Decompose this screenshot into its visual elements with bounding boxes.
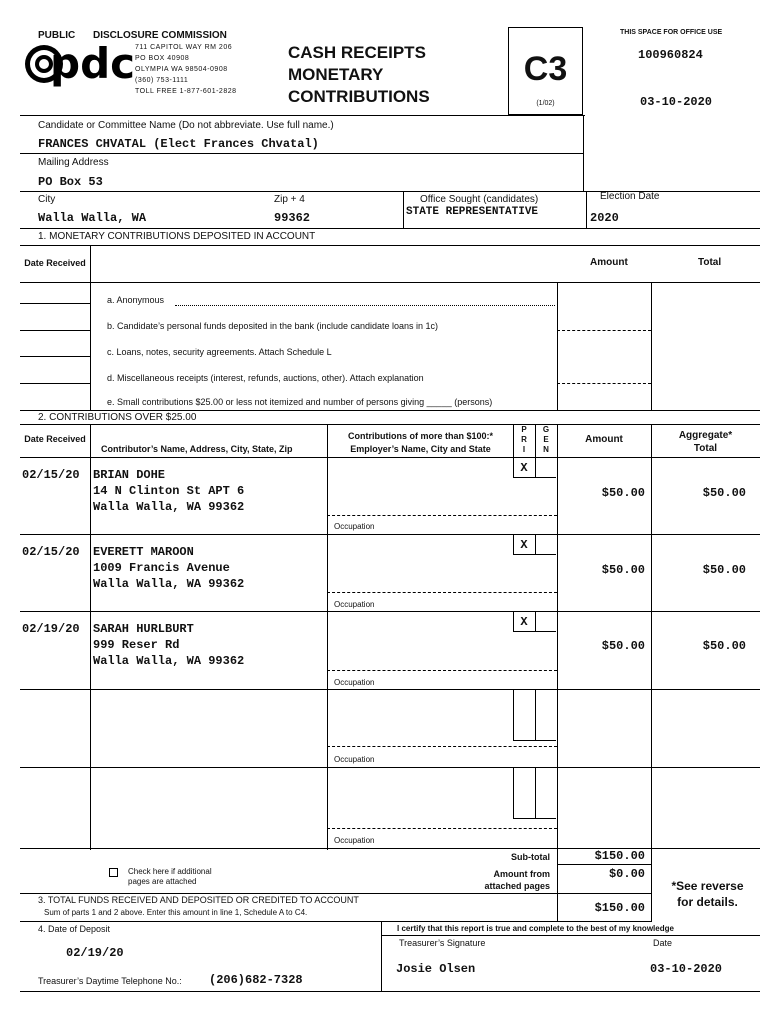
sign-date-label: Date [653,938,673,948]
treasurer-phone: (206)682-7328 [209,973,303,987]
row-date: 02/19/20 [22,622,80,636]
subtotal-value: $150.00 [594,849,645,863]
s2-gen-header: G E N [542,425,550,454]
office-date: 03-10-2020 [640,95,713,109]
row-amount: $50.00 [601,486,645,500]
zip-label: Zip + 4 [274,194,305,205]
section2-heading: 2. CONTRIBUTIONS OVER $25.00 [38,412,197,423]
pri-box [513,690,536,741]
additional-pages-label: Check here if additional pages are attached [128,867,212,886]
s1-line-e: e. Small contributions $25.00 or less not itemized and number of persons giving _____ (persons) [107,397,493,407]
mailing-address-label: Mailing Address [38,157,109,168]
row-contributor: SARAH HURLBURT 999 Reser Rd Walla Walla, WA 99362 [93,622,245,668]
gen-box [535,768,556,819]
occupation-label: Occupation [334,522,375,531]
logo-wordmark: pdc [50,40,134,88]
phone-label: Treasurer’s Daytime Telephone No.: [38,976,182,986]
s1-amount-header: Amount [590,257,628,268]
section3-heading: 3. TOTAL FUNDS RECEIVED AND DEPOSITED OR CREDITED TO ACCOUNT [38,895,359,905]
s1-line-b: b. Candidate’s personal funds deposited in the bank (include candidate loans in 1c) [107,321,439,331]
election-date: 2020 [590,211,619,225]
s1-date-header: Date Received [24,258,86,268]
election-date-label: Election Date [600,191,660,202]
s2-pri-header: P R I [521,425,527,454]
section3-total: $150.00 [594,901,645,915]
occupation-label: Occupation [334,836,375,845]
treasurer-signature: Josie Olsen [396,962,476,976]
pdc-logo [22,40,134,90]
attached-label: Amount from attached pages [484,869,550,891]
s2-aggregate-header: Aggregate* Total [678,430,733,454]
row-amount: $50.00 [601,639,645,653]
gen-box [535,458,556,478]
office-id: 100960824 [638,48,703,62]
gen-box [535,535,556,555]
row-aggregate: $50.00 [702,639,746,653]
row-aggregate: $50.00 [702,486,746,500]
row-contributor: EVERETT MAROON 1009 Francis Avenue Walla Walla, WA 99362 [93,545,245,591]
sign-date: 03-10-2020 [650,962,723,976]
deposit-date-label: 4. Date of Deposit [38,924,111,934]
certify-text: I certify that this report is true and complete to the best of my knowledge [397,924,674,933]
attached-value: $0.00 [608,867,645,881]
s2-amount-header: Amount [585,434,623,445]
occupation-label: Occupation [334,678,375,687]
office-use-label: THIS SPACE FOR OFFICE USE [620,29,723,36]
row-amount: $50.00 [601,563,645,577]
city-label: City [38,194,56,205]
form-code: C3 [523,50,568,88]
city: Walla Walla, WA [38,211,147,225]
row-date: 02/15/20 [22,468,80,482]
signature-label: Treasurer’s Signature [399,938,486,948]
agency-address: 711 CAPITOL WAY RM 206 PO BOX 40908 OLYMPIA WA 98504-0908 (360) 753-1111 TOLL FREE 1-877-601-2828 [135,44,237,95]
s2-date-header: Date Received [24,434,86,444]
deposit-date: 02/19/20 [66,946,124,960]
pri-mark: X [520,538,528,552]
form-title: CASH RECEIPTS MONETARY CONTRIBUTIONS [288,43,430,106]
office-sought-label: Office Sought (candidates) [420,194,539,205]
gen-box [535,612,556,632]
pri-mark: X [520,461,528,475]
s1-line-c: c. Loans, notes, security agreements. Attach Schedule L [107,347,332,357]
agency-name-left: PUBLIC [38,30,76,41]
s1-line-a: a. Anonymous [107,295,165,305]
occupation-label: Occupation [334,755,375,764]
pri-mark: X [520,615,528,629]
agency-name-right: DISCLOSURE COMMISSION [93,30,227,41]
gen-box [535,690,556,741]
row-contributor: BRIAN DOHE 14 N Clinton St APT 6 Walla Walla, WA 99362 [93,468,245,514]
pri-box [513,768,536,819]
section3-sub: Sum of parts 1 and 2 above. Enter this amount in line 1, Schedule A to C4. [44,908,308,917]
s1-total-header: Total [698,257,722,268]
mailing-address: PO Box 53 [38,175,103,189]
candidate-name-label: Candidate or Committee Name (Do not abbreviate. Use full name.) [38,120,334,131]
zip: 99362 [274,211,311,225]
section1-heading: 1. MONETARY CONTRIBUTIONS DEPOSITED IN ACCOUNT [38,231,316,242]
row-date: 02/15/20 [22,545,80,559]
occupation-label: Occupation [334,600,375,609]
row-aggregate: $50.00 [702,563,746,577]
s2-contributor-header: Contributor’s Name, Address, City, State, Zip [101,444,293,454]
s2-employer-header: Contributions of more than $100:* Employer’s Name, City and State [347,431,493,454]
see-reverse-note: *See reverse for details. [671,879,744,909]
additional-pages-checkbox[interactable] [109,868,118,877]
office-sought: STATE REPRESENTATIVE [406,206,539,218]
form-revision: (1/02) [536,100,555,107]
candidate-name: FRANCES CHVATAL (Elect Frances Chvatal) [38,137,319,151]
s1-line-d: d. Miscellaneous receipts (interest, refunds, auctions, other). Attach explanation [107,373,424,383]
subtotal-label: Sub-total [511,852,550,862]
